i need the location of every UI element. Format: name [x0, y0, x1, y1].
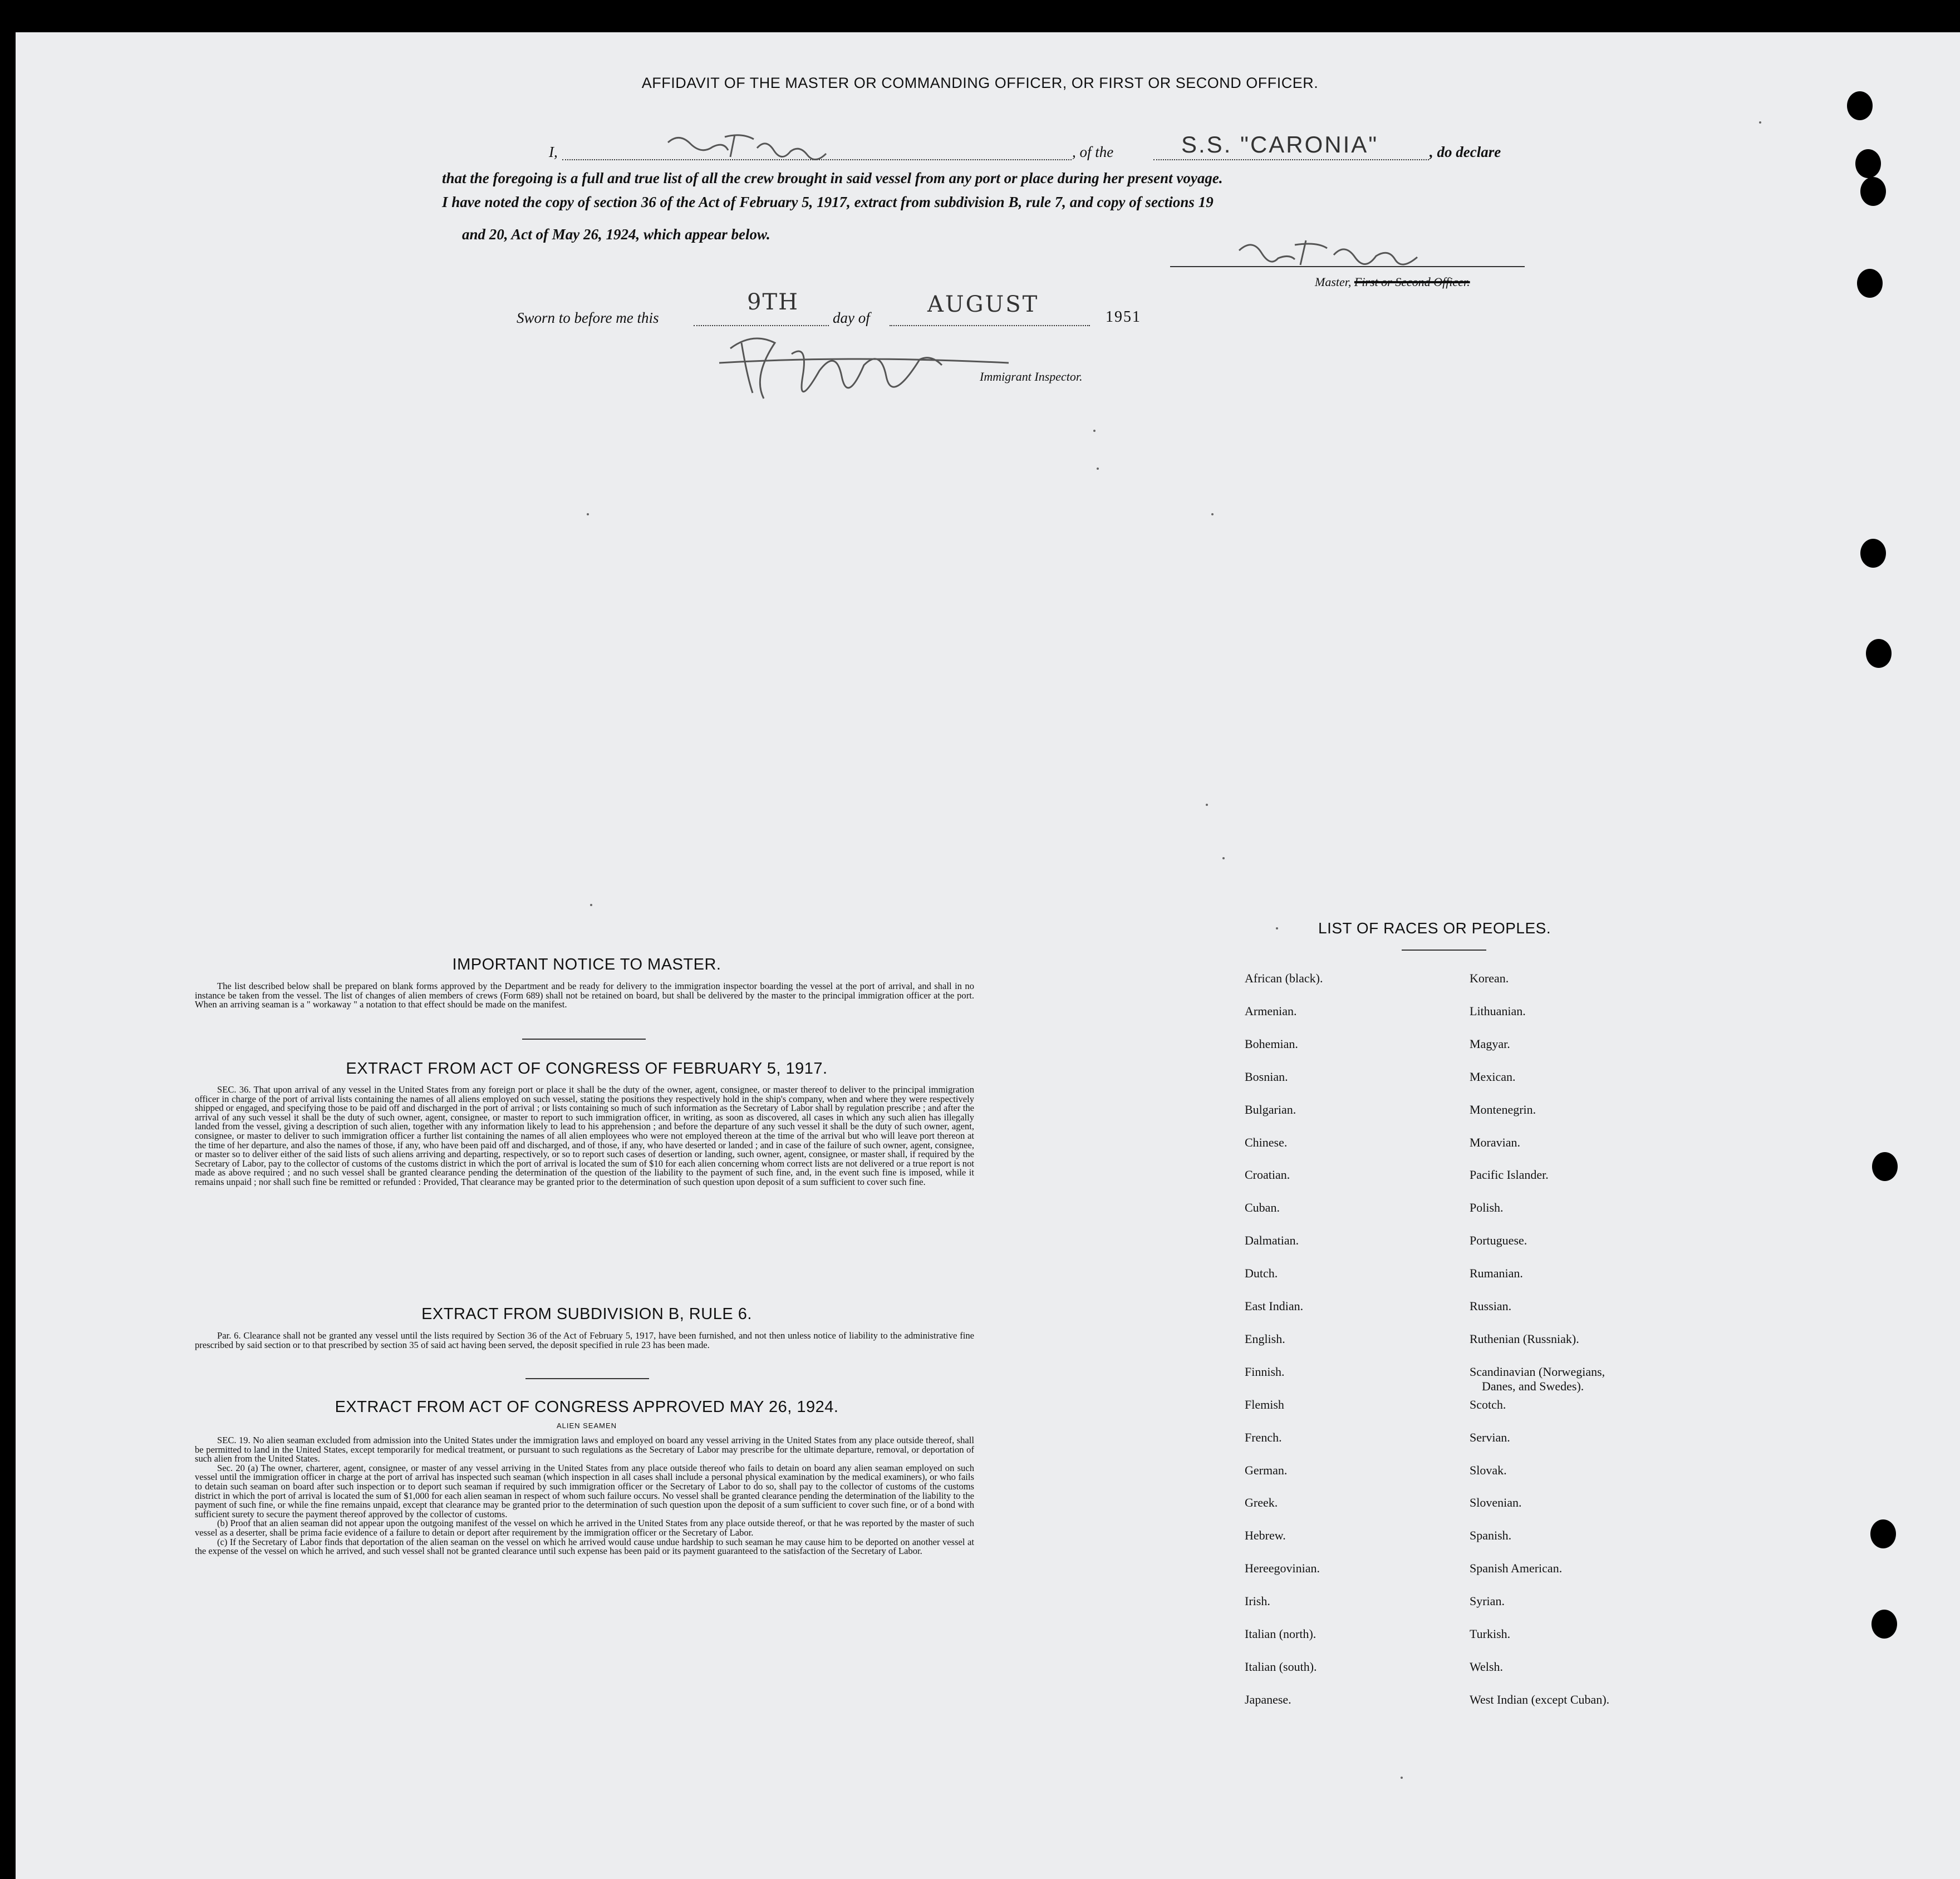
speck: [1206, 804, 1208, 806]
punch-hole: [1866, 639, 1892, 668]
race-item: East Indian.: [1245, 1299, 1304, 1313]
day-of-label: day of: [833, 309, 870, 326]
race-item: Pacific Islander.: [1470, 1168, 1549, 1182]
punch-hole: [1860, 177, 1886, 206]
race-item: Bosnian.: [1245, 1069, 1288, 1084]
race-item: Syrian.: [1470, 1594, 1505, 1609]
race-item: Spanish American.: [1470, 1561, 1563, 1576]
act1917-text: SEC. 36. That upon arrival of any vessel in the United States from any foreign port or place it shall be the duty of the owner, agent, consignee, or master thereof to deliver to the principal immigration officer in charge of the port of arrival lists containing the names of all aliens employed on such vessel, stating the positions they respectively hold in the ship's company, when and where they were respectively shipped or engaged, and specifying those to be paid off and discharged in the port of arrival ; or lists containing so much of such information as the Secretary of Labor shall by regulation prescribe ; and after the arrival of any such vessel it shall be the duty of such owner, agent, consignee, or master to report to such immigration officer, in writing, as soon as discovered, all cases in which any such alien has illegally landed from the vessel, giving a description of such alien, together with any information likely to lead to his apprehension ; and before the departure of any such vessel it shall be the duty of such owner, agent, consignee, or master to deliver to such immigration officer a further list containing the names of all alien employees who were not employed thereon at the time of the arrival but who will leave port thereon at the time of her departure, and also the names of those, if any, who have been paid off and discharged, and of those, if any, who have deserted or landed ; and in case of the failure of such owner, agent, consignee, or master so to deliver either of the said lists of such aliens arriving and departing, respectively, or so to report such cases of desertion or landing, such owner, agent, consignee, or master shall, if required by the Secretary of Labor, pay to the collector of customs of the customs district in which the port of arrival is located the sum of $10 for each alien concerning whom correct lists are not delivered or a true report is not made as above required ; and no such vessel shall be granted clearance pending the determination of the question of the liability to the payment of such fine, and, in the event such fine is imposed, while it remains unpaid ; nor shall such fine be remitted or refunded : Provided, That clearance may be granted prior to the determination of such question upon deposit of a sum sufficient to cover such fine.: [195, 1084, 974, 1187]
punch-hole: [1860, 539, 1886, 568]
race-item: Bohemian.: [1245, 1036, 1298, 1051]
speck: [1222, 857, 1225, 859]
affidavit-line-3: I have noted the copy of section 36 of the Act of February 5, 1917, extract from subdivision B, rule 7, and copy of sections 19: [442, 194, 1214, 210]
race-item: Hebrew.: [1245, 1528, 1286, 1543]
speck: [1097, 468, 1099, 470]
act1917-title: EXTRACT FROM ACT OF CONGRESS OF FEBRUARY 5, 1917.: [346, 1060, 828, 1078]
race-item: Croatian.: [1245, 1168, 1290, 1182]
affidavit-lead-i: I,: [549, 144, 558, 160]
subdivB-text: Par. 6. Clearance shall not be granted any vessel until the lists required by Section 36 of the Act of February 5, 1917, have been furnished, and not then unless notice of liability to the administrative fine prescribed by said section or to that prescribed by section 35 of said act having been served, the deposit specified in rule 23 has been made.: [195, 1330, 974, 1350]
act1924-sec20c: (c) If the Secretary of Labor finds that deportation of the alien seaman on the vessel on which he arrived would cause undue hardship to such seaman he may cause him to be deported on another vessel at the expense of the vessel on which he arrived, and such vessel shall not be granted clearance until such expense has been paid or its payment guaranteed to the satisfaction of the Secretary of Labor.: [195, 1536, 974, 1557]
race-item: Slovenian.: [1470, 1496, 1522, 1510]
speck: [1759, 121, 1761, 124]
act1924-title: EXTRACT FROM ACT OF CONGRESS APPROVED MAY 26, 1924.: [335, 1398, 839, 1416]
sworn-year: 1951: [1106, 308, 1141, 326]
race-item: French.: [1245, 1430, 1282, 1444]
speck: [587, 513, 589, 515]
master-handwritten-name: [662, 126, 846, 165]
race-item: Dalmatian.: [1245, 1233, 1299, 1248]
race-item: Spanish.: [1470, 1528, 1512, 1543]
punch-hole: [1855, 149, 1881, 178]
race-item: Welsh.: [1470, 1659, 1503, 1674]
notice-text: The list described below shall be prepared on blank forms approved by the Department and be ready for delivery to the immigration inspector boarding the vessel at the port of arrival, and shall in no instance be taken from the vessel. The list of changes of alien members of crews (Form 689) shall not be retained on board, but shall be delivered by the master to the principal immigration officer at the port. When an arriving seaman is a " workaway " a notation to that effect should be made on the manifest.: [195, 981, 974, 1010]
race-item: Cuban.: [1245, 1201, 1280, 1215]
punch-hole: [1857, 269, 1883, 298]
affidavit-line-2: that the foregoing is a full and true list of all the crew brought in said vessel from any port or place during her present voyage.: [442, 170, 1223, 186]
race-item: Scandinavian (Norwegians,: [1470, 1364, 1605, 1379]
punch-hole: [1872, 1152, 1898, 1181]
speck: [1211, 513, 1214, 515]
affidavit-line-4: and 20, Act of May 26, 1924, which appear below.: [462, 226, 770, 243]
do-declare-label: , do declare: [1430, 144, 1501, 160]
vessel-name: S.S. "CARONIA": [1181, 131, 1379, 158]
race-item: Rumanian.: [1470, 1266, 1523, 1281]
affidavit-title: AFFIDAVIT OF THE MASTER OR COMMANDING OFFICER, OR FIRST OR SECOND OFFICER.: [641, 75, 1319, 91]
race-item: English.: [1245, 1331, 1285, 1346]
race-item: Servian.: [1470, 1430, 1510, 1444]
inspector-signature: [708, 326, 1020, 410]
race-item: Italian (south).: [1245, 1659, 1317, 1674]
notice-title: IMPORTANT NOTICE TO MASTER.: [452, 956, 721, 973]
race-item: Montenegrin.: [1470, 1102, 1536, 1116]
race-item: Finnish.: [1245, 1364, 1285, 1379]
race-item: Dutch.: [1245, 1266, 1278, 1281]
master-signature-line: [1170, 266, 1525, 267]
act1924-sec20a: Sec. 20 (a) The owner, charterer, agent, consignee, or master of any vessel arriving in the United States from any place outside thereof who fails to detain on board any alien seaman employed on such vessel until the immigration officer in charge at the port of arrival has inspected such seaman (which inspection in all cases shall include a personal physical examination by the medical examiners), or who fails to detain such seaman on board after such inspection or to deport such seaman if required by such immigration officer or the Secretary of Labor to do so, shall pay to the collector of customs of the customs district in which the port of arrival is located the sum of $1,000 for each alien seaman in respect of whom such failure occurs. No vessel shall be granted clearance pending the determination of the liability to the payment of such fine, or while the fine remains unpaid, except that clearance may be granted prior to the determination of such question upon the deposit of a sum sufficient to cover such fine, or of a bond with sufficient surety to secure the payment thereof approved by the collector of customs.: [195, 1462, 974, 1519]
race-item: Lithuanian.: [1470, 1004, 1526, 1018]
race-item: Bulgarian.: [1245, 1102, 1296, 1116]
race-item: Irish.: [1245, 1594, 1270, 1609]
race-item: Ruthenian (Russniak).: [1470, 1331, 1579, 1346]
punch-hole: [1871, 1610, 1897, 1639]
sworn-month: AUGUST: [927, 292, 1039, 317]
sworn-day: 9TH: [747, 289, 799, 315]
race-right-continuation: Danes, and Swedes).: [1482, 1379, 1584, 1393]
act1924-sec19: SEC. 19. No alien seaman excluded from admission into the United States under the immigration laws and employed on board any vessel arriving in the United States from any place outside thereof, shall be permitted to land in the United States, except temporarily for medical treatment, or pursuant to such regulations as the Secretary of Labor may prescribe for the ultimate departure, removal, or deportation of such alien from the United States.: [195, 1435, 974, 1464]
notice-divider: [522, 1039, 646, 1040]
race-item: Flemish: [1245, 1397, 1284, 1411]
act1924-sec20b: (b) Proof that an alien seaman did not appear upon the outgoing manifest of the vessel on which he arrived in the United States from any place outside thereof, or that he was reported by the master of such vessel as a deserter, shall be prima facie evidence of a failure to detain or deport after requirement by the immigration officer or the Secretary of Labor.: [195, 1518, 974, 1538]
race-item: Greek.: [1245, 1496, 1278, 1510]
race-item: Chinese.: [1245, 1135, 1288, 1149]
race-item: Korean.: [1470, 971, 1509, 985]
vessel-line: [1153, 159, 1429, 160]
act1924-subtitle: ALIEN SEAMEN: [556, 1421, 617, 1430]
speck: [1276, 927, 1278, 929]
subdivB-divider: [525, 1378, 649, 1379]
race-item: Hereegovinian.: [1245, 1561, 1320, 1576]
notice-body: [195, 982, 974, 1010]
race-item: Portuguese.: [1470, 1233, 1527, 1248]
master-label: [1315, 275, 1470, 289]
races-title: LIST OF RACES OR PEOPLES.: [1318, 919, 1551, 937]
punch-hole: [1847, 91, 1873, 120]
master-label-text: Master,: [1315, 275, 1352, 289]
punch-hole: [1870, 1519, 1896, 1548]
race-item: West Indian (except Cuban).: [1470, 1692, 1610, 1706]
act1924-body: [195, 1436, 974, 1556]
race-item: Polish.: [1470, 1201, 1504, 1215]
subdivB-body: [195, 1331, 974, 1350]
inspector-label: Immigrant Inspector.: [980, 370, 1083, 383]
race-item: Mexican.: [1470, 1069, 1516, 1084]
struck-officer-label: First or Second Officer.: [1354, 275, 1470, 289]
race-item: African (black).: [1245, 971, 1323, 985]
speck: [590, 904, 592, 906]
sworn-label: Sworn to before me this: [517, 309, 659, 326]
act1917-body: [195, 1085, 974, 1187]
speck: [1093, 430, 1096, 432]
race-item: Moravian.: [1470, 1135, 1521, 1149]
races-title-underline: [1402, 950, 1486, 951]
race-item: Magyar.: [1470, 1036, 1510, 1051]
race-item: German.: [1245, 1463, 1288, 1477]
race-item: Scotch.: [1470, 1397, 1506, 1411]
race-item: Japanese.: [1245, 1692, 1291, 1706]
of-the-label: , of the: [1072, 144, 1114, 160]
race-item: Turkish.: [1470, 1627, 1511, 1641]
speck: [1401, 1777, 1403, 1779]
race-item: Italian (north).: [1245, 1627, 1317, 1641]
race-item: Russian.: [1470, 1299, 1512, 1313]
race-item: Slovak.: [1470, 1463, 1507, 1477]
race-item: Armenian.: [1245, 1004, 1297, 1018]
subdivB-title: EXTRACT FROM SUBDIVISION B, RULE 6.: [421, 1305, 752, 1323]
